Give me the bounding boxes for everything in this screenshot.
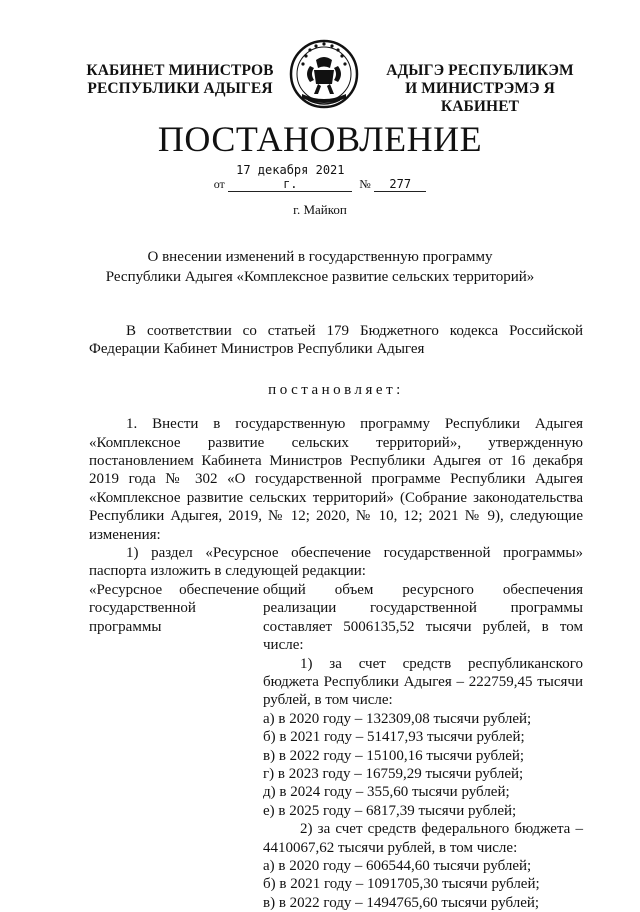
document-body <box>89 322 583 912</box>
funding-line: б) в 2021 году – 51417,93 тысячи рублей; <box>263 729 525 746</box>
header-right-line2: И МИНИСТРЭМЭ Я КАБИНЕТ <box>405 80 555 115</box>
subject-line2: Республики Адыгея «Комплексное развитие сельских территорий» <box>105 269 535 285</box>
funding-line: е) в 2025 году – 6817,39 тысячи рублей; <box>263 802 517 819</box>
preamble: В соответствии со статьей 179 Бюджетного кодекса Российской Федерации Кабинет Министров Республики Адыгея <box>89 323 583 358</box>
funding-line: а) в 2020 году – 606544,60 тысячи рублей; <box>263 857 532 874</box>
city: г. Майкоп <box>293 202 347 217</box>
republic-of-adygea-emblem-icon <box>288 36 360 114</box>
passport-table-right <box>263 581 583 912</box>
number-prefix: № <box>359 177 371 191</box>
subject-line1: О внесении изменений в государственную программу <box>147 249 493 265</box>
date-number-line <box>0 163 640 193</box>
date-prefix: от <box>213 177 225 191</box>
document-subject <box>60 247 580 287</box>
resolves-heading: постановляет: <box>268 381 404 398</box>
funding-line: а) в 2020 году – 132309,08 тысячи рублей; <box>263 710 532 727</box>
funding-line: в) в 2022 году – 1494765,60 тысячи рублей; <box>263 894 540 911</box>
funding-line: в) в 2022 году – 15100,16 тысячи рублей; <box>263 747 525 764</box>
header-left-line1: КАБИНЕТ МИНИСТРОВ <box>86 62 274 79</box>
header-left <box>80 62 280 98</box>
item-1: 1. Внести в государственную программу Республики Адыгея «Комплексное развитие сельских территорий», утвержденную постановлением Кабинета Министров Республики Адыгея от 16 декабря 2019 года № 302 «О государственной программе Республики Адыгея «Комплексное развитие сельских территорий» (Собрание законодательства Республики Адыгея, 2019, № 12; 2020, № 10, 12; 2021 № 9), следующие изменения: <box>89 416 583 543</box>
passport-table-left: «Ресурсное обеспечение государственной программы <box>89 581 259 635</box>
funding-line: 1) за счет средств республиканского бюджета Республики Адыгея – 222759,45 тысячи рублей, в том числе: <box>263 655 583 709</box>
date-value: 17 декабря 2021 г. <box>228 163 352 192</box>
header-left-line2: РЕСПУБЛИКИ АДЫГЕЯ <box>87 80 273 97</box>
header-right <box>365 62 595 116</box>
funding-line: б) в 2021 году – 1091705,30 тысячи рублей; <box>263 876 540 893</box>
item-1-1: 1) раздел «Ресурсное обеспечение государственной программы» паспорта изложить в следующей редакции: <box>89 545 583 580</box>
funding-line: г) в 2023 году – 16759,29 тысячи рублей; <box>263 765 524 782</box>
header-right-line1: АДЫГЭ РЕСПУБЛИКЭМ <box>386 62 574 79</box>
document-title: ПОСТАНОВЛЕНИЕ <box>157 119 483 159</box>
number-value: 277 <box>374 177 426 192</box>
passport-table-row <box>89 581 583 912</box>
funding-line: общий объем ресурсного обеспечения реализации государственной программы составляет 5006135,52 тысячи рублей, в том числе: <box>263 581 583 654</box>
funding-line: д) в 2024 году – 355,60 тысячи рублей; <box>263 784 510 801</box>
funding-line: 2) за счет средств федерального бюджета – 4410067,62 тысячи рублей, в том числе: <box>263 821 583 856</box>
